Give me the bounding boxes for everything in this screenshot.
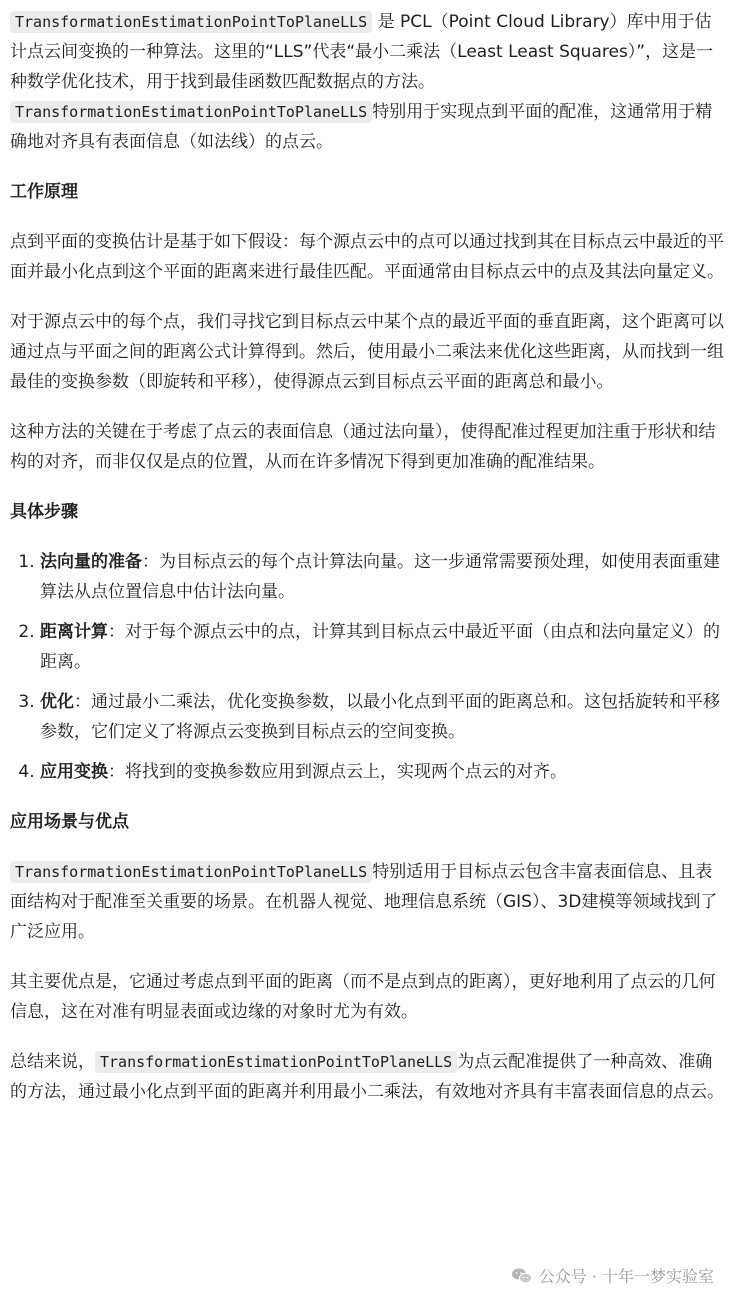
inline-code: TransformationEstimationPointToPlaneLLS	[10, 101, 372, 123]
heading-principle: 工作原理	[10, 182, 78, 202]
heading-applications: 应用场景与优点	[10, 812, 129, 832]
wechat-icon	[511, 1267, 533, 1285]
watermark	[511, 1264, 714, 1287]
list-item	[40, 687, 728, 747]
inline-code: TransformationEstimationPointToPlaneLLS	[10, 861, 372, 883]
principle-paragraph-2: 对于源点云中的每个点，我们寻找它到目标点云中某个点的最近平面的垂直距离，这个距离可以通过点与平面之间的距离公式计算得到。然后，使用最小二乘法来优化这些距离，从而找到一组最佳的变换参数（即旋转和平移），使得源点云到目标点云平面的距离总和最小。	[10, 312, 724, 392]
article-body	[10, 7, 728, 1127]
apps-paragraph-3	[10, 1047, 728, 1107]
intro-paragraph	[10, 7, 728, 157]
step-text: ：通过最小二乘法，优化变换参数，以最小化点到平面的距离总和。这包括旋转和平移参数，它们定义了将源点云变换到目标点云的空间变换。	[40, 692, 720, 742]
apps-paragraph-2: 其主要优点是，它通过考虑点到平面的距离（而不是点到点的距离），更好地利用了点云的几何信息，这在对准有明显表面或边缘的对象时尤为有效。	[10, 972, 716, 1022]
list-item	[40, 547, 728, 607]
step-text: ：将找到的变换参数应用到源点云上，实现两个点云的对齐。	[108, 762, 567, 782]
watermark-text: 公众号 · 十年一梦实验室	[538, 1267, 714, 1286]
step-title: 距离计算	[40, 622, 108, 642]
apps-text-3a: 总结来说，	[10, 1052, 95, 1072]
principle-paragraph-3: 这种方法的关键在于考虑了点云的表面信息（通过法向量），使得配准过程更加注重于形状和结构的对齐，而非仅仅是点的位置，从而在许多情况下得到更加准确的配准结果。	[10, 422, 716, 472]
inline-code: TransformationEstimationPointToPlaneLLS	[10, 11, 372, 33]
inline-code: TransformationEstimationPointToPlaneLLS	[95, 1051, 457, 1073]
list-item	[40, 617, 728, 677]
apps-text-1: 特别适用于目标点云包含丰富表面信息、且表面结构对于配准至关重要的场景。在机器人视觉、地理信息系统（GIS）、3D建模等领域找到了广泛应用。	[10, 862, 718, 942]
step-text: ：对于每个源点云中的点，计算其到目标点云中最近平面（由点和法向量定义）的距离。	[40, 622, 720, 672]
step-title: 法向量的准备	[40, 552, 142, 572]
step-title: 应用变换	[40, 762, 108, 782]
heading-steps: 具体步骤	[10, 502, 78, 522]
steps-list	[10, 547, 728, 787]
apps-text-3b: 为点云配准提供了一种高效、准确的方法，通过最小化点到平面的距离并利用最小二乘法，有效地对齐具有丰富表面信息的点云。	[10, 1052, 724, 1102]
step-title: 优化	[40, 692, 74, 712]
intro-text-1: 是 PCL（Point Cloud Library）库中用于估计点云间变换的一种算法。这里的“LLS”代表“最小二乘法（Least Least Squares）”，这是一种数学优化技术，用于找到最佳函数匹配数据点的方法。	[10, 12, 714, 92]
list-item	[40, 757, 728, 787]
apps-paragraph-1	[10, 857, 728, 947]
step-text: ：为目标点云的每个点计算法向量。这一步通常需要预处理，如使用表面重建算法从点位置信息中估计法向量。	[40, 552, 720, 602]
intro-text-2: 特别用于实现点到平面的配准，这通常用于精确地对齐具有表面信息（如法线）的点云。	[10, 102, 713, 152]
principle-paragraph-1: 点到平面的变换估计是基于如下假设：每个源点云中的点可以通过找到其在目标点云中最近的平面并最小化点到这个平面的距离来进行最佳匹配。平面通常由目标点云中的点及其法向量定义。	[10, 232, 724, 282]
